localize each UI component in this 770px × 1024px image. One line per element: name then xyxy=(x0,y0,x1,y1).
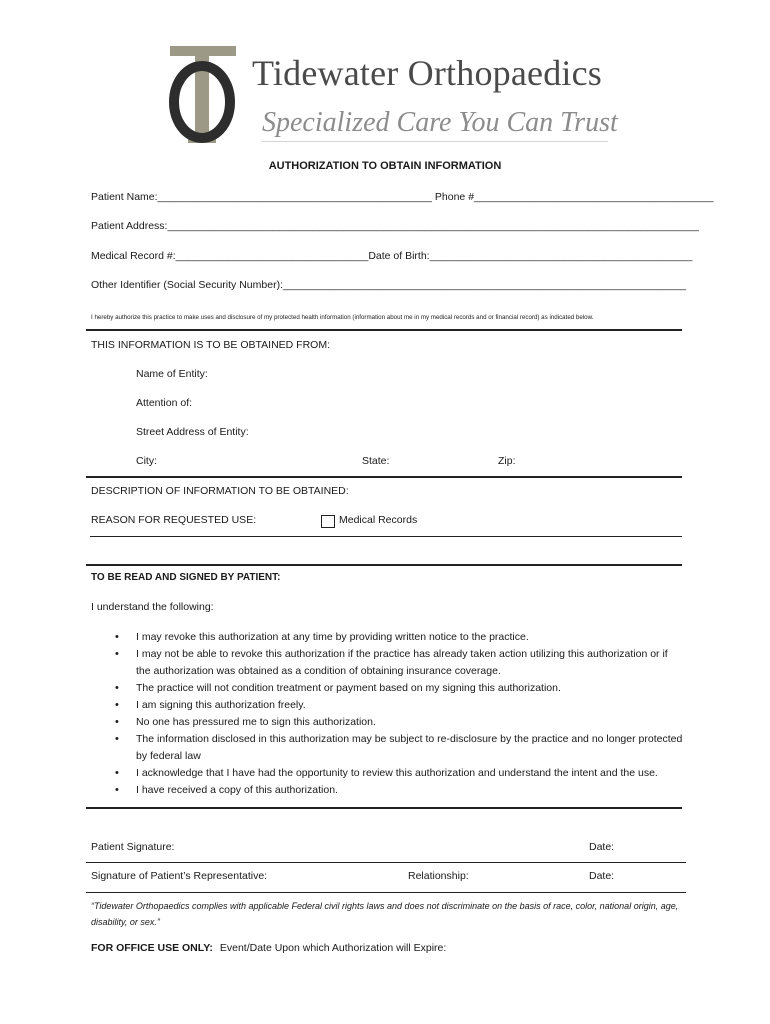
patient-signature-date-field[interactable]: Date: xyxy=(589,841,615,853)
representative-signature-field[interactable]: Signature of Patient’s Representative: xyxy=(91,870,268,882)
understand-label: I understand the following: xyxy=(91,601,214,613)
brand-divider xyxy=(262,141,608,142)
acknowledgement-list xyxy=(115,629,685,799)
list-item: • I have received a copy of this authorization. xyxy=(115,782,685,799)
medical-records-label: Medical Records xyxy=(339,514,418,526)
medical-record-dob-field[interactable]: Medical Record #:_________________________________Date of Birth:_____________________________________________ xyxy=(91,250,693,262)
page-title: AUTHORIZATION TO OBTAIN INFORMATION xyxy=(268,160,502,172)
divider xyxy=(86,476,682,478)
description-field[interactable]: DESCRIPTION OF INFORMATION TO BE OBTAINED: xyxy=(91,485,349,497)
attention-of-field[interactable]: Attention of: xyxy=(136,397,193,409)
divider xyxy=(86,564,682,566)
divider xyxy=(86,329,682,331)
divider xyxy=(86,862,686,863)
section-read-and-sign: TO BE READ AND SIGNED BY PATIENT: xyxy=(91,572,281,583)
expiration-field[interactable]: Event/Date Upon which Authorization will Expire: xyxy=(219,942,447,954)
other-identifier-field[interactable]: Other Identifier (Social Security Number):_____________________________________________________________________ xyxy=(91,279,686,291)
patient-name-phone-field[interactable]: Patient Name:_______________________________________________ Phone #_________________________________________ xyxy=(91,191,714,203)
section-obtained-from: THIS INFORMATION IS TO BE OBTAINED FROM: xyxy=(91,339,330,351)
brand-name: Tidewater Orthopaedics xyxy=(252,53,602,93)
divider xyxy=(86,807,682,809)
list-item: • I may not be able to revoke this authorization if the practice has already taken action utilizing this authorization or if the authorization was obtained as a condition of obtaining insurance coverage. xyxy=(115,646,685,680)
brand-tagline: Specialized Care You Can Trust xyxy=(262,107,618,138)
state-field[interactable]: State: xyxy=(362,455,390,467)
city-field[interactable]: City: xyxy=(136,455,157,467)
representative-date-field[interactable]: Date: xyxy=(589,870,615,882)
list-item: • I acknowledge that I have had the opportunity to review this authorization and understand the intent and the use. xyxy=(115,765,685,782)
office-use-row xyxy=(91,942,446,954)
list-item: • No one has pressured me to sign this authorization. xyxy=(115,714,685,731)
list-item: • The information disclosed in this authorization may be subject to re-disclosure by the practice and no longer protected by federal law xyxy=(115,731,685,765)
patient-address-field[interactable]: Patient Address:___________________________________________________________________________________________ xyxy=(91,220,699,232)
logo xyxy=(168,42,618,146)
list-item: • The practice will not condition treatment or payment based on my signing this authorization. xyxy=(115,680,685,697)
to-monogram-icon xyxy=(168,42,252,146)
relationship-field[interactable]: Relationship: xyxy=(408,870,469,882)
reason-label: REASON FOR REQUESTED USE: xyxy=(91,514,257,526)
list-item: • I am signing this authorization freely. xyxy=(115,697,685,714)
office-use-label: FOR OFFICE USE ONLY: xyxy=(91,942,213,954)
street-address-field[interactable]: Street Address of Entity: xyxy=(136,426,249,438)
medical-records-checkbox[interactable] xyxy=(321,515,335,528)
name-of-entity-field[interactable]: Name of Entity: xyxy=(136,368,208,380)
divider xyxy=(90,536,682,537)
authorization-statement: I hereby authorize this practice to make uses and disclosure of my protected health information (information about me in my medical records and or financial record) as indicated below. xyxy=(91,314,594,321)
nondiscrimination-notice: “Tidewater Orthopaedics complies with applicable Federal civil rights laws and does not discriminate on the basis of race, color, national origin, age, disability, or sex.” xyxy=(91,901,679,927)
zip-field[interactable]: Zip: xyxy=(498,455,516,467)
divider xyxy=(86,892,686,893)
list-item: • I may revoke this authorization at any time by providing written notice to the practice. xyxy=(115,629,685,646)
patient-signature-field[interactable]: Patient Signature: xyxy=(91,841,175,853)
